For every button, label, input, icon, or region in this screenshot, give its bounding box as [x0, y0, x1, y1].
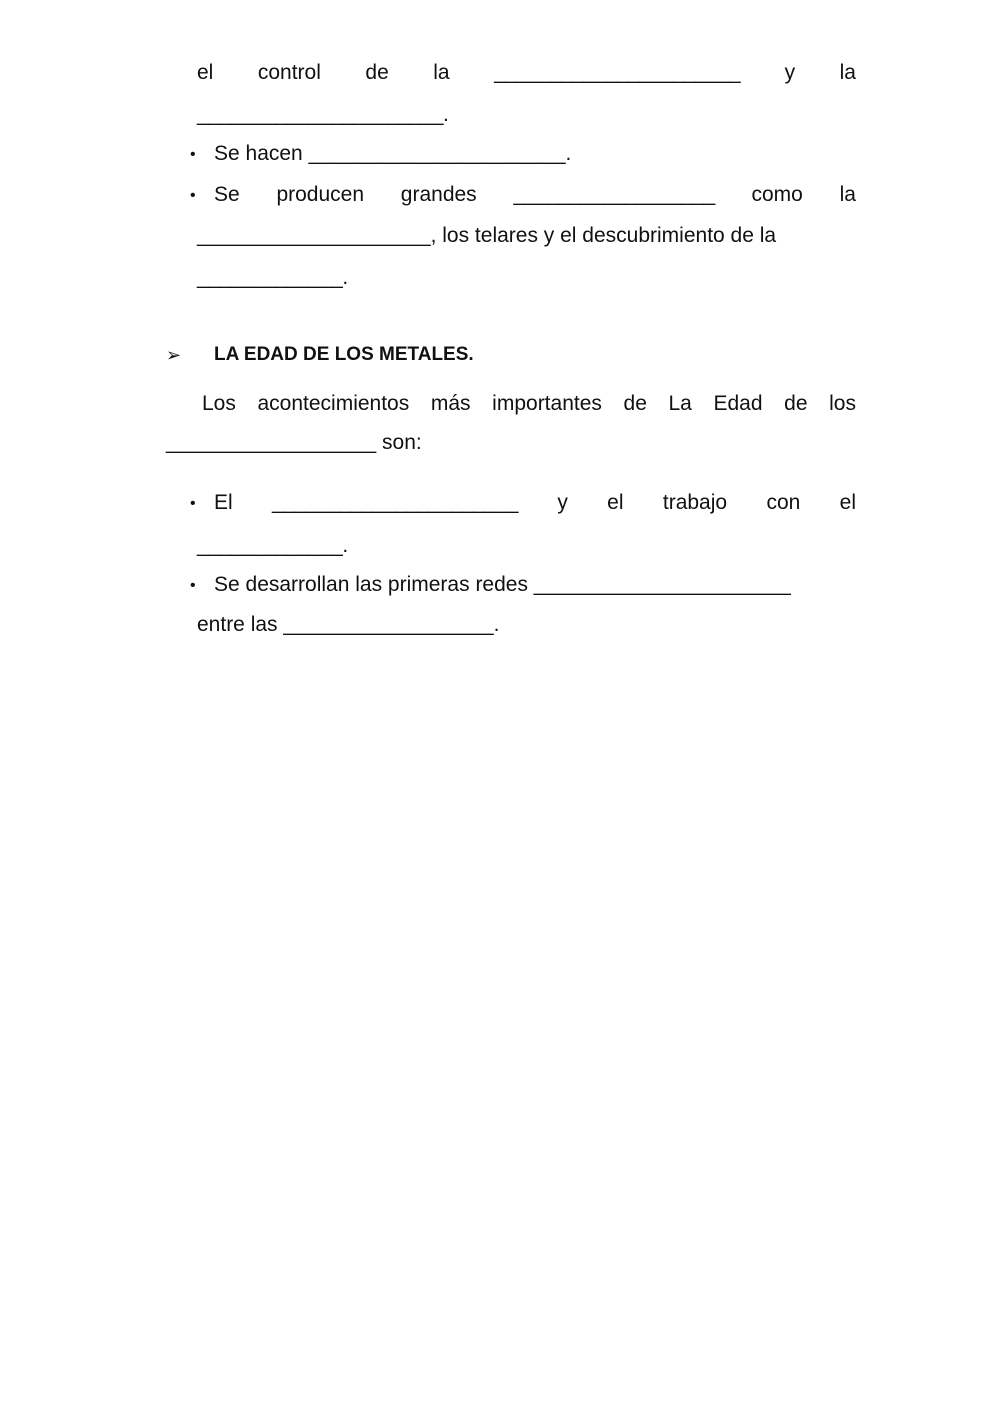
word: la: [839, 183, 856, 206]
word: Los: [202, 392, 236, 415]
word: los: [829, 392, 856, 415]
bullet-redes-line-1[interactable]: Se desarrollan las primeras redes ______________________: [214, 573, 791, 596]
bullet-redes-line-2[interactable]: entre las __________________.: [197, 613, 500, 636]
bullet-producen-line-3[interactable]: _____________.: [197, 266, 348, 289]
bullet-producen-line-2[interactable]: ____________________, los telares y el descubrimiento de la: [197, 224, 777, 247]
word: y: [784, 61, 796, 84]
word: La: [668, 392, 692, 415]
bullet-el-line-2[interactable]: _____________.: [197, 534, 348, 557]
word: la: [839, 61, 856, 84]
bullet-icon: •: [190, 577, 196, 594]
section-title: LA EDAD DE LOS METALES.: [214, 344, 474, 365]
word: el: [839, 491, 856, 514]
fill-blank[interactable]: ______________________: [272, 491, 518, 514]
word: y: [557, 491, 568, 514]
word: grandes: [400, 183, 477, 206]
word: Edad: [713, 392, 763, 415]
bullet-icon: •: [190, 495, 196, 512]
word: trabajo: [662, 491, 728, 514]
word: de: [365, 61, 389, 84]
word: más: [430, 392, 471, 415]
word: de: [784, 392, 808, 415]
word: como: [751, 183, 803, 206]
word: importantes: [492, 392, 602, 415]
word: acontecimientos: [257, 392, 410, 415]
arrow-bullet-icon: ➢: [166, 345, 182, 365]
bullet-producen-line-1: [214, 182, 856, 208]
bullet-hacen[interactable]: Se hacen ______________________.: [214, 142, 572, 165]
word: con: [766, 491, 801, 514]
bullet-el-line-1: [214, 490, 856, 516]
word: el: [607, 491, 624, 514]
bullet-icon: •: [190, 187, 196, 204]
fill-blank[interactable]: __________________: [513, 183, 715, 206]
section-intro-line-1: [202, 391, 856, 417]
continuation-line-1: [197, 60, 856, 86]
fill-blank[interactable]: ______________________: [494, 61, 741, 84]
bullet-icon: •: [190, 146, 196, 163]
word: control: [257, 61, 321, 84]
word: el: [197, 61, 214, 84]
word: producen: [276, 183, 365, 206]
word: Se: [214, 183, 240, 206]
continuation-line-2[interactable]: ______________________.: [197, 103, 449, 126]
word: El: [214, 491, 233, 514]
section-intro-line-2[interactable]: __________________ son:: [166, 431, 422, 454]
word: la: [433, 61, 450, 84]
word: de: [623, 392, 647, 415]
